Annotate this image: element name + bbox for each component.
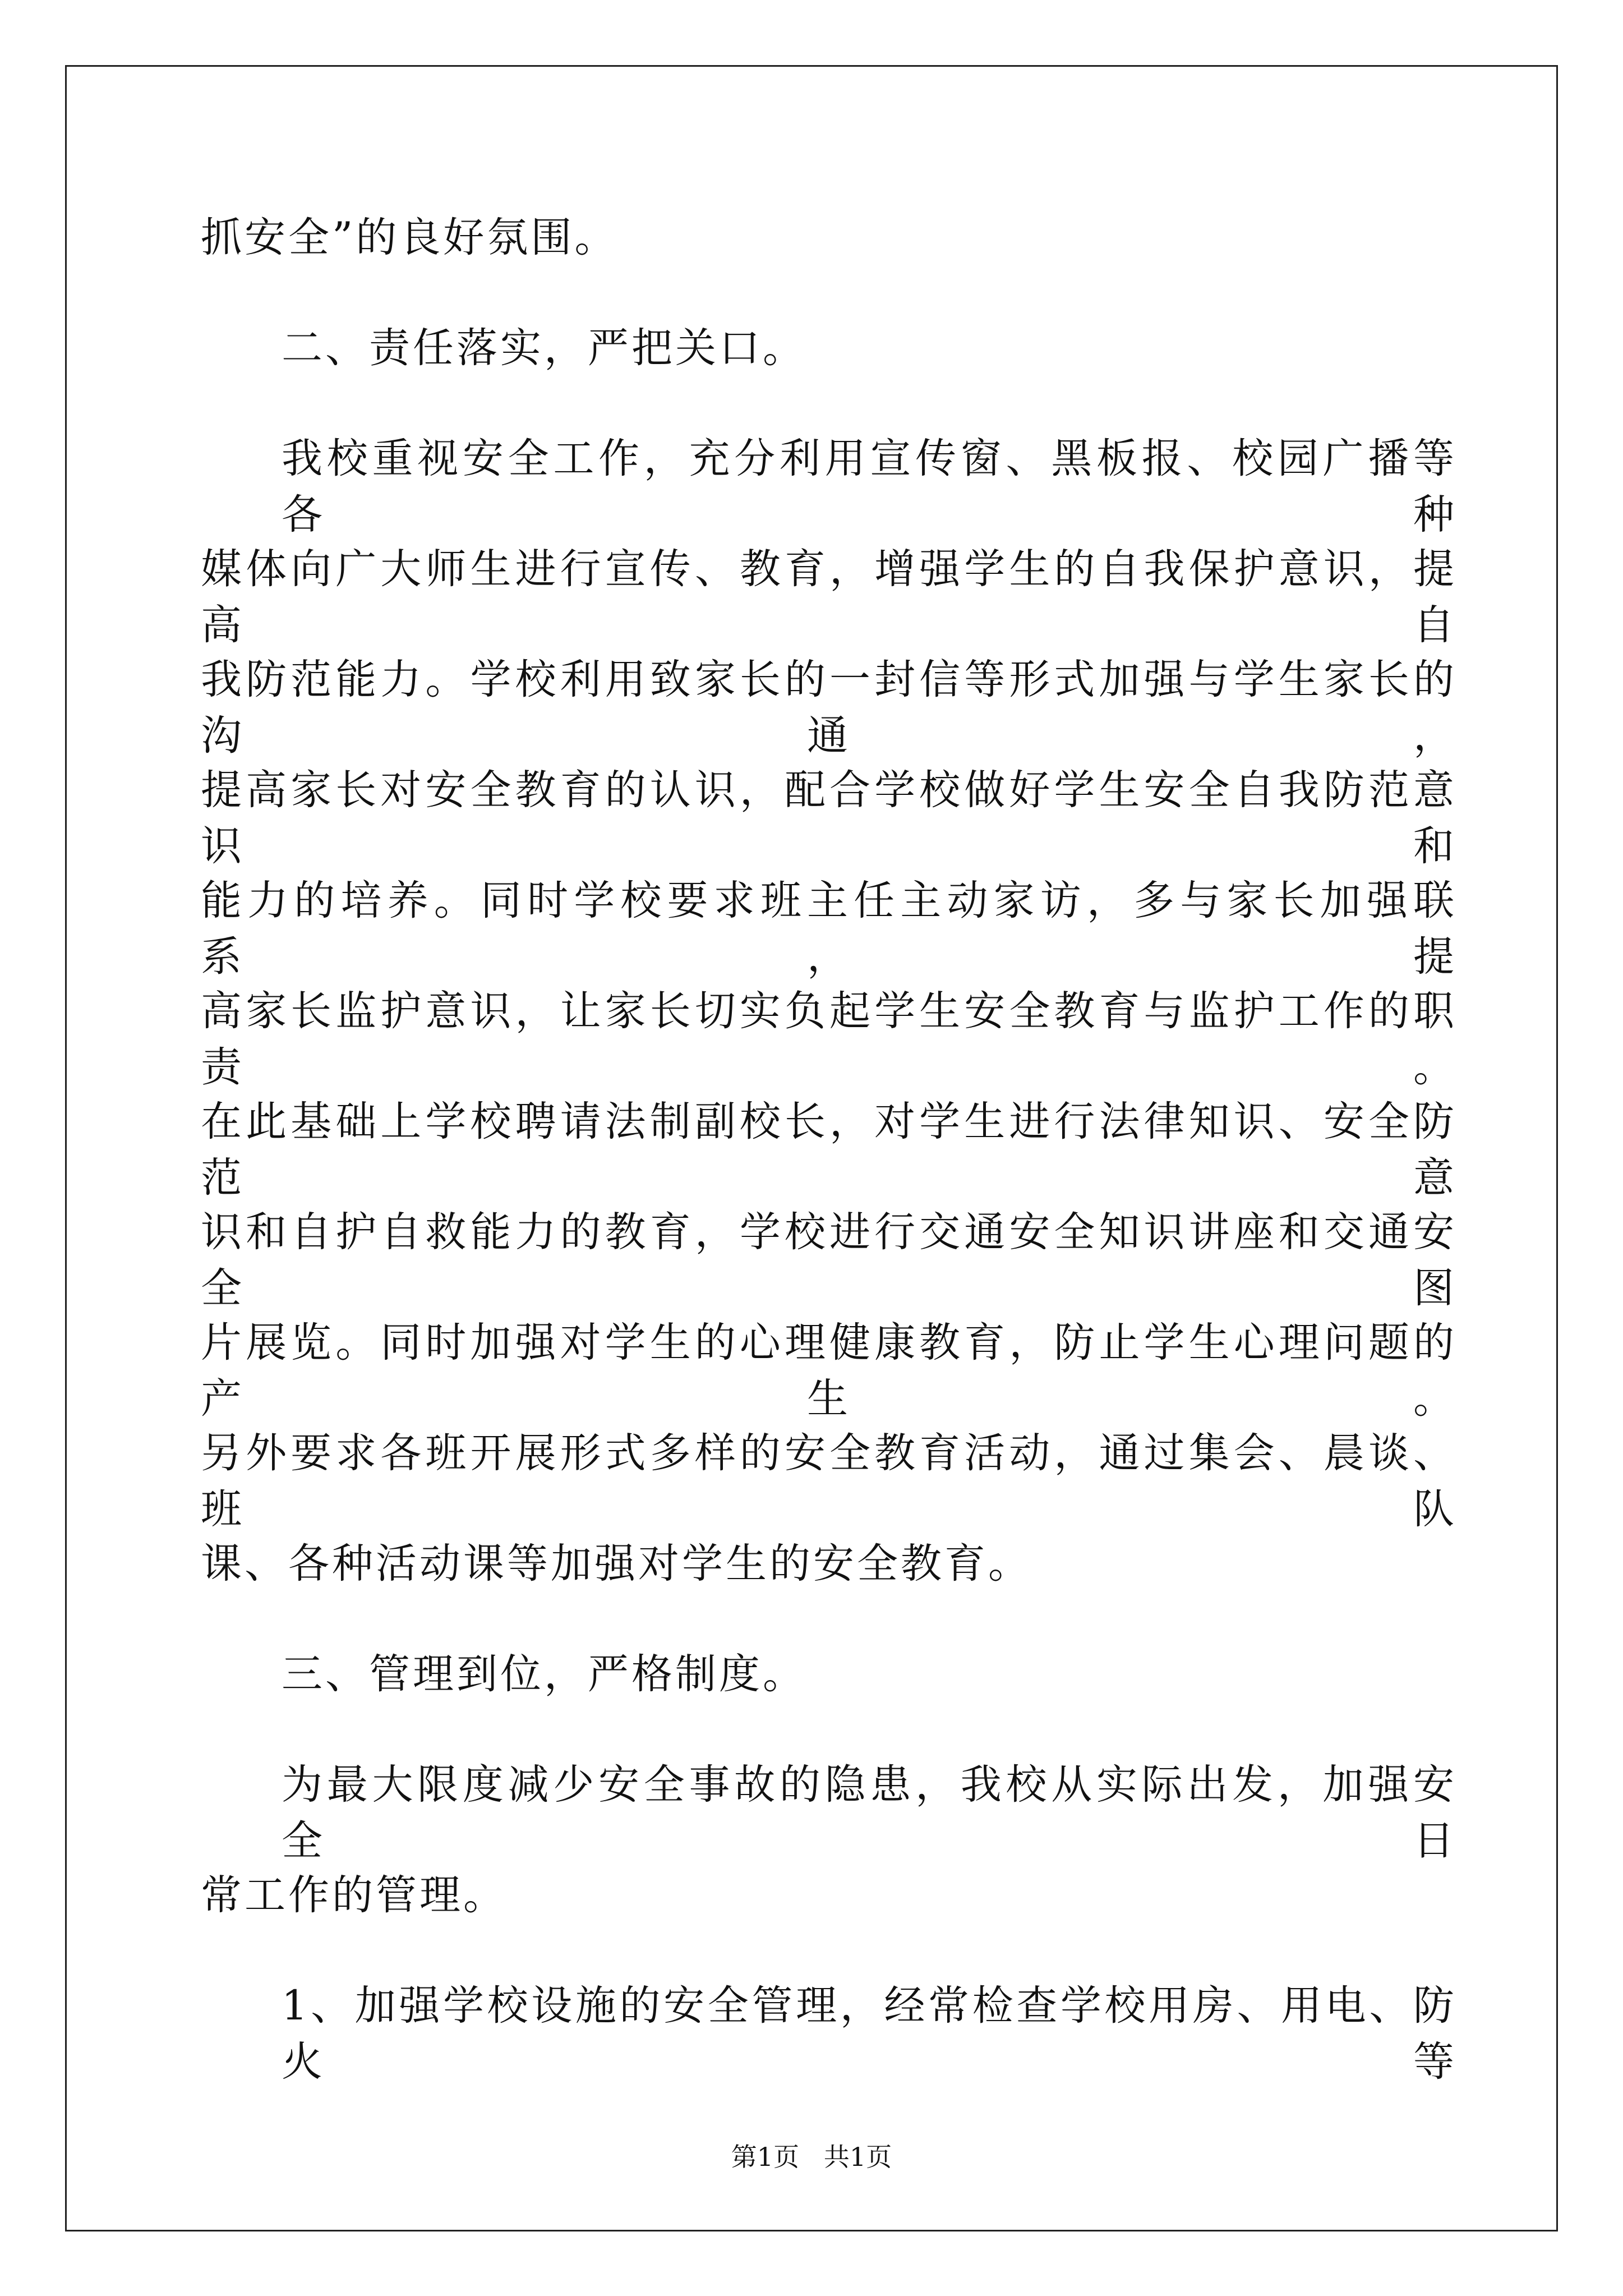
page-footer: 第1页 共1页 bbox=[731, 2142, 892, 2172]
section-heading-2: 二、责任落实，严把关口。 bbox=[282, 324, 806, 372]
section-heading-3: 三、管理到位，严格制度。 bbox=[282, 1650, 806, 1698]
text-line-13: 课、各种活动课等加强对学生的安全教育。 bbox=[201, 1540, 1032, 1588]
text-line-5: 我防范能力。学校利用致家长的一封信等形式加强与学生家长的沟通， bbox=[201, 656, 1457, 760]
text-line-10: 识和自护自救能力的教育，学校进行交通安全知识讲座和交通安全图 bbox=[201, 1208, 1457, 1312]
text-line-4: 媒体向广大师生进行宣传、教育，增强学生的自我保护意识，提高自 bbox=[201, 545, 1457, 649]
text-line-16: 常工作的管理。 bbox=[201, 1871, 507, 1919]
text-line-15: 为最大限度减少安全事故的隐患，我校从实际出发，加强安全日 bbox=[282, 1761, 1457, 1865]
text-line-9: 在此基础上学校聘请法制副校长，对学生进行法律知识、安全防范意 bbox=[201, 1098, 1457, 1202]
text-line-6: 提高家长对安全教育的认识，配合学校做好学生安全自我防范意识和 bbox=[201, 766, 1457, 870]
text-line-7: 能力的培养。同时学校要求班主任主动家访，多与家长加强联系，提 bbox=[201, 877, 1457, 981]
text-line-3: 我校重视安全工作，充分利用宣传窗、黑板报、校园广播等各种 bbox=[282, 435, 1457, 539]
text-line-1: 抓安全”的良好氛围。 bbox=[201, 214, 619, 261]
text-line-17: 1、加强学校设施的安全管理，经常检查学校用房、用电、防火等 bbox=[282, 1982, 1457, 2086]
text-line-12: 另外要求各班开展形式多样的安全教育活动，通过集会、晨谈、班队 bbox=[201, 1429, 1457, 1533]
text-line-11: 片展览。同时加强对学生的心理健康教育，防止学生心理问题的产生。 bbox=[201, 1319, 1457, 1423]
text-line-8: 高家长监护意识，让家长切实负起学生安全教育与监护工作的职责。 bbox=[201, 987, 1457, 1091]
